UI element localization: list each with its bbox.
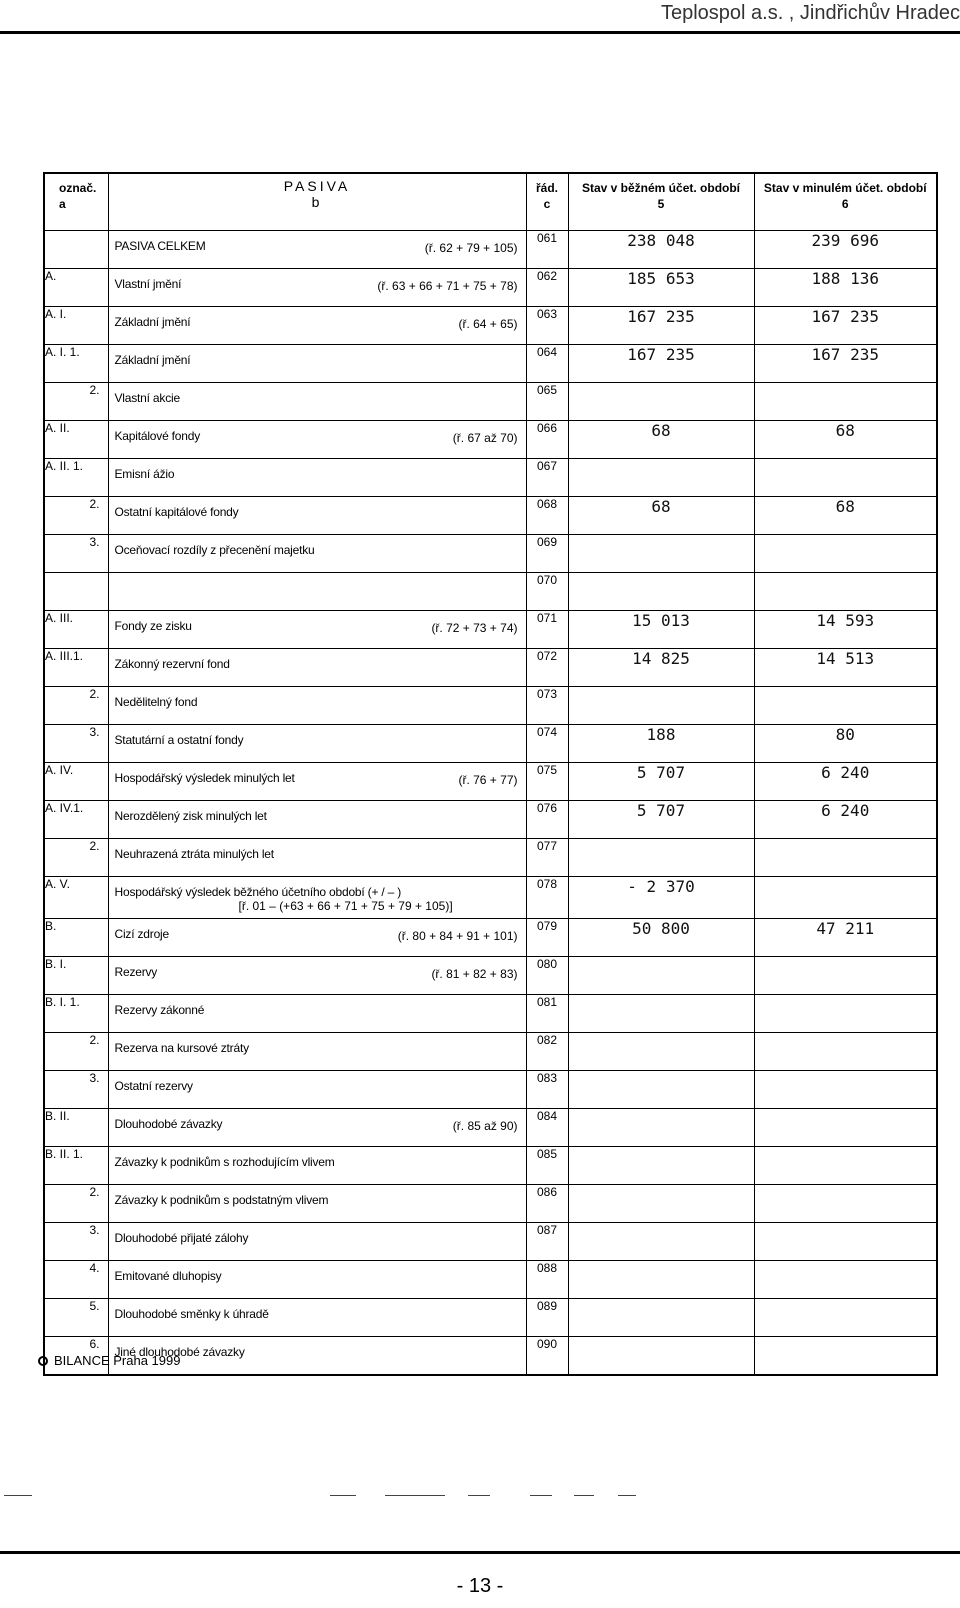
row-previous-value: 167 235 — [754, 307, 937, 345]
row-label: Rezerva na kursové ztráty — [114, 1041, 249, 1055]
row-previous-value — [754, 1223, 937, 1261]
row-index: 4. — [89, 1261, 100, 1275]
row-label: Závazky k podnikům s rozhodujícím vlivem — [114, 1155, 335, 1169]
table-row — [44, 459, 937, 497]
table-row — [44, 957, 937, 995]
row-label-cell — [108, 801, 526, 839]
row-current-value — [568, 573, 754, 611]
row-label: Vlastní akcie — [114, 391, 180, 405]
row-line-number: 069 — [526, 535, 568, 573]
row-formula: (ř. 63 + 66 + 71 + 75 + 78) — [377, 279, 518, 293]
row-code — [44, 839, 108, 877]
row-formula: (ř. 67 až 70) — [452, 431, 518, 445]
row-index: 5. — [89, 1299, 100, 1313]
row-label: Kapitálové fondy — [114, 429, 201, 443]
row-formula: (ř. 72 + 73 + 74) — [431, 621, 518, 635]
table-row — [44, 307, 937, 345]
row-label-cell — [108, 1071, 526, 1109]
row-code — [44, 459, 108, 497]
row-label-cell — [108, 535, 526, 573]
table-row — [44, 269, 937, 307]
row-previous-value — [754, 995, 937, 1033]
table-row — [44, 1261, 937, 1299]
copyright-note — [38, 1353, 180, 1368]
row-line-number: 075 — [526, 763, 568, 801]
table-row — [44, 1109, 937, 1147]
row-label-cell — [108, 957, 526, 995]
row-formula: (ř. 64 + 65) — [458, 317, 518, 331]
row-code-text: B. I. — [45, 957, 67, 971]
row-code-text: A. IV.1. — [45, 801, 84, 815]
row-label: Nedělitelný fond — [114, 695, 198, 709]
row-line-number: 080 — [526, 957, 568, 995]
row-current-value: 14 825 — [568, 649, 754, 687]
row-previous-value: 68 — [754, 421, 937, 459]
row-line-number: 067 — [526, 459, 568, 497]
row-label: Ostatní kapitálové fondy — [114, 505, 239, 519]
table-row — [44, 995, 937, 1033]
row-code-text: B. II. — [45, 1109, 70, 1123]
row-line-number: 082 — [526, 1033, 568, 1071]
row-code — [44, 1071, 108, 1109]
table-row — [44, 497, 937, 535]
row-line-number: 064 — [526, 345, 568, 383]
row-label: Oceňovací rozdíly z přecenění majetku — [114, 543, 315, 557]
row-line-number: 088 — [526, 1261, 568, 1299]
row-current-value — [568, 995, 754, 1033]
row-previous-value: 188 136 — [754, 269, 937, 307]
copyright-icon — [38, 1356, 48, 1366]
table-header-row — [44, 173, 937, 231]
row-current-value: 68 — [568, 497, 754, 535]
row-previous-value: 167 235 — [754, 345, 937, 383]
row-current-value — [568, 687, 754, 725]
row-previous-value — [754, 1299, 937, 1337]
row-label: Nerozdělený zisk minulých let — [114, 809, 267, 823]
row-code — [44, 1033, 108, 1071]
row-code-text: A. — [45, 269, 57, 283]
table-row — [44, 1071, 937, 1109]
row-previous-value — [754, 535, 937, 573]
row-code — [44, 995, 108, 1033]
table-row — [44, 649, 937, 687]
row-previous-value — [754, 383, 937, 421]
row-code — [44, 421, 108, 459]
row-previous-value — [754, 839, 937, 877]
row-line-number: 081 — [526, 995, 568, 1033]
row-label: Vlastní jmění — [114, 277, 182, 291]
row-code — [44, 1261, 108, 1299]
document-header: Teplospol a.s. , Jindřichův Hradec — [660, 2, 960, 24]
row-label: Neuhrazená ztráta minulých let — [114, 847, 274, 861]
row-line-number: 089 — [526, 1299, 568, 1337]
header-previous-sub: 6 — [841, 197, 849, 211]
header-current — [568, 173, 754, 231]
row-previous-value — [754, 1033, 937, 1071]
row-code — [44, 307, 108, 345]
row-previous-value — [754, 957, 937, 995]
row-label: Cizí zdroje — [114, 927, 169, 941]
row-label: Rezervy zákonné — [114, 1003, 205, 1017]
row-line-number: 076 — [526, 801, 568, 839]
row-label-continuation: [ř. 01 – (+63 + 66 + 71 + 75 + 79 + 105)] — [238, 899, 453, 913]
row-current-value — [568, 1071, 754, 1109]
header-title — [108, 173, 526, 231]
table-row — [44, 573, 937, 611]
row-current-value — [568, 459, 754, 497]
row-current-value: 15 013 — [568, 611, 754, 649]
row-label-cell — [108, 269, 526, 307]
row-line-number: 065 — [526, 383, 568, 421]
row-label-cell — [108, 497, 526, 535]
row-label-cell — [108, 345, 526, 383]
table-row — [44, 421, 937, 459]
row-label-cell — [108, 421, 526, 459]
copyright-text: BILANCE Praha 1999 — [54, 1353, 181, 1368]
row-line-number: 063 — [526, 307, 568, 345]
row-index: 2. — [89, 687, 100, 701]
row-line-number: 085 — [526, 1147, 568, 1185]
row-current-value: 5 707 — [568, 801, 754, 839]
row-formula: (ř. 76 + 77) — [458, 773, 518, 787]
row-label: Dlouhodobé závazky — [114, 1117, 223, 1131]
header-current-label: Stav v běžném účet. období — [581, 181, 741, 195]
row-previous-value — [754, 1147, 937, 1185]
row-label-cell — [108, 1109, 526, 1147]
row-code — [44, 345, 108, 383]
table-row — [44, 1147, 937, 1185]
row-previous-value — [754, 1261, 937, 1299]
row-code — [44, 725, 108, 763]
scan-artifact-marks — [0, 1495, 960, 1501]
header-title-sub: b — [311, 194, 323, 210]
header-code-sub: a — [59, 197, 66, 211]
row-label-cell — [108, 1185, 526, 1223]
row-code — [44, 1299, 108, 1337]
row-index: 2. — [89, 1033, 100, 1047]
row-label-cell — [108, 763, 526, 801]
row-formula: (ř. 80 + 84 + 91 + 101) — [397, 929, 518, 943]
row-label-cell — [108, 687, 526, 725]
table-row — [44, 383, 937, 421]
row-index: 6. — [89, 1337, 100, 1351]
row-line-number: 070 — [526, 573, 568, 611]
row-current-value — [568, 1109, 754, 1147]
row-code — [44, 497, 108, 535]
row-line-number: 073 — [526, 687, 568, 725]
row-current-value — [568, 1185, 754, 1223]
header-rad-label: řád. — [535, 181, 558, 195]
row-code — [44, 1185, 108, 1223]
row-index: 3. — [89, 725, 100, 739]
row-label-cell — [108, 1147, 526, 1185]
pasiva-table — [43, 172, 938, 1376]
table-row — [44, 535, 937, 573]
row-previous-value — [754, 459, 937, 497]
row-current-value — [568, 839, 754, 877]
row-code-text: B. II. 1. — [45, 1147, 84, 1161]
row-current-value: 167 235 — [568, 307, 754, 345]
row-label-cell — [108, 459, 526, 497]
row-line-number: 078 — [526, 877, 568, 919]
row-code — [44, 1109, 108, 1147]
row-label: PASIVA CELKEM — [114, 239, 206, 253]
row-line-number: 084 — [526, 1109, 568, 1147]
row-label-cell — [108, 877, 526, 919]
row-code — [44, 763, 108, 801]
row-code-text: A. I. — [45, 307, 67, 321]
row-current-value — [568, 383, 754, 421]
table-row — [44, 801, 937, 839]
row-line-number: 068 — [526, 497, 568, 535]
row-line-number: 087 — [526, 1223, 568, 1261]
row-previous-value: 68 — [754, 497, 937, 535]
table-row — [44, 1223, 937, 1261]
row-index: 2. — [89, 1185, 100, 1199]
footer-divider — [0, 1551, 960, 1554]
row-code — [44, 877, 108, 919]
header-code-label: označ. — [59, 181, 97, 195]
row-code-text: A. II. — [45, 421, 70, 435]
row-code — [44, 535, 108, 573]
row-label: Emitované dluhopisy — [114, 1269, 222, 1283]
table-row — [44, 1185, 937, 1223]
row-label-cell — [108, 231, 526, 269]
row-label-cell — [108, 1033, 526, 1071]
row-index: 2. — [89, 839, 100, 853]
row-code — [44, 1223, 108, 1261]
row-previous-value: 14 513 — [754, 649, 937, 687]
row-code — [44, 1147, 108, 1185]
row-label-cell — [108, 1299, 526, 1337]
row-previous-value: 6 240 — [754, 763, 937, 801]
header-title-label: PASIVA — [283, 178, 351, 194]
row-label: Dlouhodobé směnky k úhradě — [114, 1307, 269, 1321]
table-row — [44, 919, 937, 957]
row-label-cell — [108, 307, 526, 345]
row-code — [44, 611, 108, 649]
row-current-value: 188 — [568, 725, 754, 763]
row-label-cell — [108, 383, 526, 421]
row-previous-value: 14 593 — [754, 611, 937, 649]
row-current-value — [568, 1337, 754, 1376]
table-row — [44, 725, 937, 763]
header-previous — [754, 173, 937, 231]
row-label: Rezervy — [114, 965, 158, 979]
table-body — [44, 231, 937, 1376]
row-index: 3. — [89, 1223, 100, 1237]
row-code — [44, 687, 108, 725]
row-line-number: 071 — [526, 611, 568, 649]
table-row — [44, 1033, 937, 1071]
table-row — [44, 1299, 937, 1337]
row-code — [44, 269, 108, 307]
row-previous-value: 6 240 — [754, 801, 937, 839]
row-line-number: 077 — [526, 839, 568, 877]
row-current-value — [568, 957, 754, 995]
row-code-text: A. III.1. — [45, 649, 84, 663]
row-label: Statutární a ostatní fondy — [114, 733, 244, 747]
row-line-number: 061 — [526, 231, 568, 269]
row-line-number: 066 — [526, 421, 568, 459]
row-previous-value — [754, 1337, 937, 1376]
table-row — [44, 345, 937, 383]
row-current-value — [568, 1033, 754, 1071]
row-current-value — [568, 1261, 754, 1299]
row-previous-value: 47 211 — [754, 919, 937, 957]
row-label: Hospodářský výsledek běžného účetního období (+ / – ) — [114, 885, 402, 899]
row-previous-value: 80 — [754, 725, 937, 763]
row-current-value: 185 653 — [568, 269, 754, 307]
row-current-value — [568, 1223, 754, 1261]
row-current-value: 50 800 — [568, 919, 754, 957]
row-current-value — [568, 535, 754, 573]
row-line-number: 083 — [526, 1071, 568, 1109]
header-divider — [0, 31, 960, 34]
row-current-value: 68 — [568, 421, 754, 459]
row-previous-value — [754, 1185, 937, 1223]
row-previous-value: 239 696 — [754, 231, 937, 269]
table-row — [44, 687, 937, 725]
table-row — [44, 763, 937, 801]
row-current-value — [568, 1147, 754, 1185]
row-code-text: A. IV. — [45, 763, 74, 777]
row-code-text: A. I. 1. — [45, 345, 80, 359]
row-label: Dlouhodobé přijaté zálohy — [114, 1231, 249, 1245]
table-row — [44, 611, 937, 649]
row-code-text: A. II. 1. — [45, 459, 84, 473]
row-label-cell — [108, 1261, 526, 1299]
row-label: Základní jmění — [114, 315, 191, 329]
row-formula: (ř. 81 + 82 + 83) — [431, 967, 518, 981]
row-label-cell — [108, 995, 526, 1033]
row-line-number: 072 — [526, 649, 568, 687]
row-current-value: - 2 370 — [568, 877, 754, 919]
row-line-number: 079 — [526, 919, 568, 957]
row-code — [44, 919, 108, 957]
page-number: - 13 - — [456, 1575, 504, 1597]
table-row — [44, 839, 937, 877]
header-rad — [526, 173, 568, 231]
row-previous-value — [754, 1071, 937, 1109]
row-label-cell — [108, 725, 526, 763]
row-label-cell — [108, 611, 526, 649]
row-code — [44, 957, 108, 995]
row-label-cell — [108, 649, 526, 687]
header-rad-sub: c — [543, 197, 551, 211]
row-label: Fondy ze zisku — [114, 619, 192, 633]
row-label: Jiné dlouhodobé závazky — [114, 1345, 245, 1359]
row-line-number: 086 — [526, 1185, 568, 1223]
row-current-value — [568, 1299, 754, 1337]
row-label-cell — [108, 1223, 526, 1261]
row-code — [44, 649, 108, 687]
row-index: 3. — [89, 535, 100, 549]
header-code — [44, 173, 108, 231]
row-previous-value — [754, 687, 937, 725]
row-current-value: 5 707 — [568, 763, 754, 801]
row-code-text: A. V. — [45, 877, 70, 891]
row-label: Hospodářský výsledek minulých let — [114, 771, 295, 785]
row-line-number: 074 — [526, 725, 568, 763]
row-code-text: A. III. — [45, 611, 74, 625]
row-index: 2. — [89, 383, 100, 397]
row-index: 2. — [89, 497, 100, 511]
table-row — [44, 231, 937, 269]
row-code — [44, 801, 108, 839]
row-label: Základní jmění — [114, 353, 191, 367]
row-current-value: 238 048 — [568, 231, 754, 269]
row-label: Emisní ážio — [114, 467, 175, 481]
row-code — [44, 573, 108, 611]
row-code-text: B. I. 1. — [45, 995, 80, 1009]
row-label: Ostatní rezervy — [114, 1079, 193, 1093]
row-label-cell — [108, 919, 526, 957]
row-index: 3. — [89, 1071, 100, 1085]
row-label-cell — [108, 839, 526, 877]
row-formula: (ř. 85 až 90) — [452, 1119, 518, 1133]
row-current-value: 167 235 — [568, 345, 754, 383]
row-code-text: B. — [45, 919, 57, 933]
row-previous-value — [754, 877, 937, 919]
row-label: Závazky k podnikům s podstatným vlivem — [114, 1193, 329, 1207]
row-formula: (ř. 62 + 79 + 105) — [424, 241, 518, 255]
row-code — [44, 383, 108, 421]
row-previous-value — [754, 1109, 937, 1147]
header-current-sub: 5 — [657, 197, 665, 211]
header-previous-label: Stav v minulém účet. období — [763, 181, 927, 195]
row-label: Zákonný rezervní fond — [114, 657, 230, 671]
row-label-cell — [108, 573, 526, 611]
row-line-number: 090 — [526, 1337, 568, 1376]
table-row — [44, 877, 937, 919]
row-line-number: 062 — [526, 269, 568, 307]
row-code — [44, 231, 108, 269]
row-previous-value — [754, 573, 937, 611]
